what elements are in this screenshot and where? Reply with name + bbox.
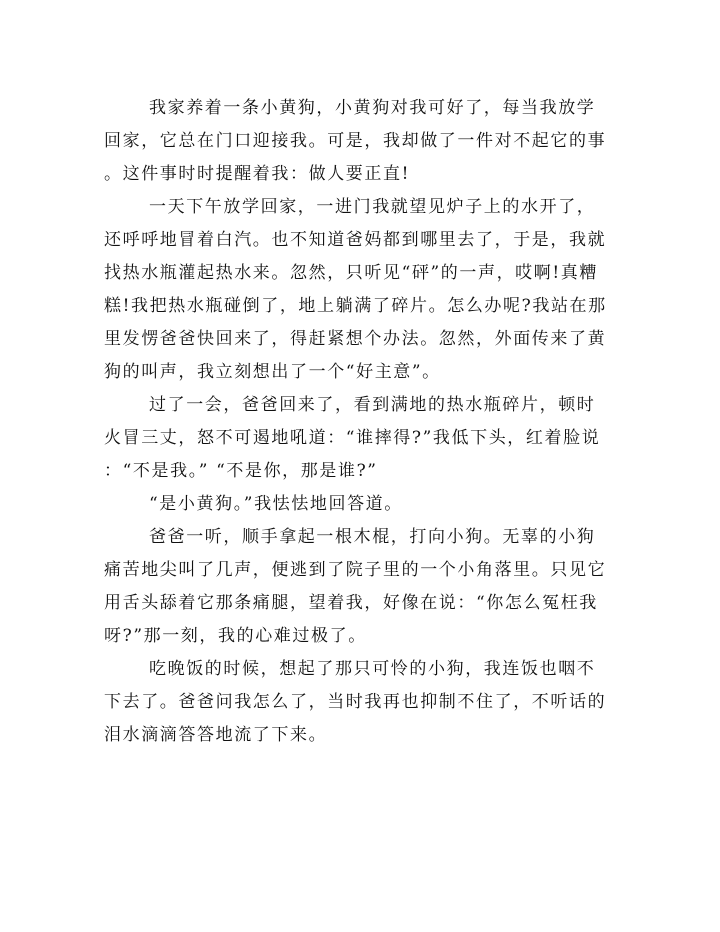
text-line: 糕!我把热水瓶碰倒了，地上躺满了碎片。怎么办呢?我站在那 (104, 296, 607, 316)
text-line: 爸爸一听，顺手拿起一根木棍，打向小狗。无辜的小狗 (149, 527, 596, 547)
text-line: ：“不是我。” “不是你，那是谁?” (104, 461, 378, 481)
text-line: 火冒三丈，怒不可遏地吼道：“谁摔得?”我低下头，红着脸说 (104, 428, 601, 448)
text-line: “是小黄狗。”我怯怯地回答道。 (149, 494, 403, 514)
text-line: 一天下午放学回家，一进门我就望见炉子上的水开了， (149, 197, 596, 217)
story-body (104, 92, 624, 752)
text-line: 吃晚饭的时候，想起了那只可怜的小狗，我连饭也咽不 (149, 659, 596, 679)
text-line: 找热水瓶灌起热水来。忽然，只听见“砰”的一声，哎啊!真糟 (104, 263, 599, 283)
text-line: 过了一会，爸爸回来了，看到满地的热水瓶碎片，顿时 (149, 395, 596, 415)
text-line: 我家养着一条小黄狗，小黄狗对我可好了，每当我放学 (149, 98, 596, 118)
text-line: 呀?”那一刻，我的心难过极了。 (104, 626, 367, 646)
text-line: 还呼呼地冒着白汽。也不知道爸妈都到哪里去了，于是，我就 (104, 230, 607, 250)
text-line: 里发愣爸爸快回来了，得赶紧想个办法。忽然，外面传来了黄 (104, 329, 607, 349)
text-line: 狗的叫声，我立刻想出了一个“好主意”。 (104, 362, 441, 382)
text-line: 下去了。爸爸问我怎么了，当时我再也抑制不住了，不听话的 (104, 692, 607, 712)
paragraph-5 (104, 521, 624, 653)
text-line: 痛苦地尖叫了几声，便逃到了院子里的一个小角落里。只见它 (104, 560, 607, 580)
paragraph-3 (104, 389, 624, 488)
paragraph-2 (104, 191, 624, 389)
paragraph-6 (104, 653, 624, 752)
text-line: 回家，它总在门口迎接我。可是，我却做了一件对不起它的事 (104, 131, 607, 151)
text-line: 用舌头舔着它那条痛腿，望着我，好像在说：“你怎么冤枉我 (104, 593, 598, 613)
text-line: 泪水滴滴答答地流了下来。 (104, 725, 328, 745)
text-line: 。这件事时时提醒着我：做人要正直! (104, 164, 411, 184)
paragraph-1 (104, 92, 624, 191)
paragraph-4 (104, 488, 624, 521)
